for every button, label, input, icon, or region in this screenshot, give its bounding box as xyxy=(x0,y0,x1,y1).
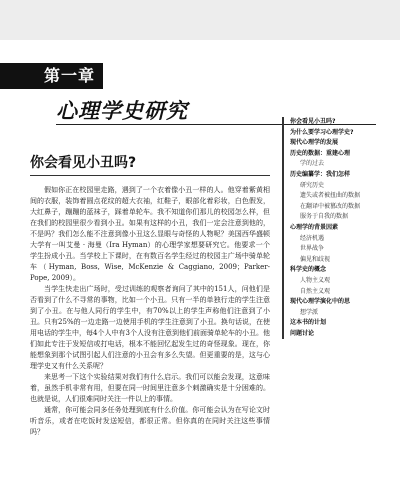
outline-item: 学的过去 xyxy=(300,160,325,168)
page-header-bar xyxy=(0,0,400,40)
outline-item: 历史的数据：重建心理 xyxy=(290,149,351,157)
outline-item: 你会看见小丑吗? xyxy=(290,118,336,125)
chapter-outline xyxy=(282,117,392,339)
paragraph: 来思考一下这个实验结果对我们有什么启示。我们可以能会发现，这意味着，虽然手机非常有用，但要在同一时间里注意多个刺激确实是十分困难的。也就是说，人们很难同时关注一件以上的事情。 xyxy=(30,373,270,403)
paragraph: 通常，你可能会同多任务处理到底有什么价值。你可能会认为在写论文时听音乐，或者在吃饭时发送短信，都很正常。但你真的在同时关注这些事情吗？ xyxy=(30,406,270,436)
outline-item: 经济机遇 xyxy=(300,234,325,242)
section-divider xyxy=(30,175,270,176)
chapter-title: 心理学史研究 xyxy=(56,99,188,123)
outline-item: 历史编纂学：我们怎样 xyxy=(290,170,351,178)
outline-item: 世界战争 xyxy=(300,245,325,253)
outline-item: 在翻译中被篡改的数据 xyxy=(300,202,361,210)
outline-item: 偏见和歧视 xyxy=(300,255,331,263)
chapter-label: 第一章 xyxy=(0,63,103,89)
outline-item: 研究历史 xyxy=(300,181,325,189)
outline-item: 自然主义观 xyxy=(300,287,331,295)
paragraph: 当学生快走出广场时，受过训练的观察者询问了其中的151人，问他们是否看到了什么不寻常的事物，比如一个小丑。只有一半的单独行走的学生注意到了小丑。在与他人同行的学生中，有70%以上的学生声称他们注意到了小丑。只有25%的一边走路一边使用手机的学生注意到了小丑。换句话说，在使用电话的学生中，每4个人中有3个人没有注意到他们前面骑单轮车的小丑。他们如此专注于发短信或打电话，根本不能回忆起发生过的奇怪现象。现在，你能想象到那个试图引起人们注意的小丑会有多么失望。但更重要的是，这与心理学史又有什么关系呢？ xyxy=(30,285,270,370)
body-text xyxy=(30,185,270,491)
outline-item: 现代心理学的发展 xyxy=(290,139,339,147)
outline-item: 问题讨论 xyxy=(290,329,315,337)
outline-item: 心理学的背景因素 xyxy=(290,223,339,231)
outline-item: 这本书的计划 xyxy=(290,319,327,327)
outline-item: 现代心理学演化中的思 xyxy=(290,298,351,306)
outline-item: 科学史的概念 xyxy=(290,266,327,274)
outline-item: 遗失或者被扭曲的数据 xyxy=(300,192,361,200)
section-title: 你会看见小丑吗? xyxy=(30,155,137,171)
outline-item: 人物主义观 xyxy=(300,276,331,284)
outline-item: 想学派 xyxy=(300,308,319,316)
outline-item: 为什么要学习心理学史? xyxy=(290,128,354,136)
paragraph: 假如你正在校园里走路，遇到了一个衣着像小丑一样的人。他穿着紫黄相间的衣服，装饰着圆点花纹的超大衣袖，红鞋子，眼部化着彩妆，白色假发，大红鼻子，蹦蹦的蓝袜子，踩着单轮车。我不知道你们那儿的校园怎么样，但在我们的校园里很少看到小丑。如果有这样的小丑，我们一定会注意到他的，不是吗？我们怎么能不注意到像小丑这么显眼与奇怪的人物呢？美国西华盛顿大学有一叫艾曼 · 海曼（Ira Hyman）的心理学家想要研究它。他要求一个学生扮成小丑。当学校上下课时，在有数百名学生经过的校园主广场中骑单轮车（Hyman, Boss, Wise, McKenzie & Caggiano, 2009；Parker-Pope, 2009）。 xyxy=(30,186,270,282)
outline-item: 服务于自我的数据 xyxy=(300,213,349,221)
